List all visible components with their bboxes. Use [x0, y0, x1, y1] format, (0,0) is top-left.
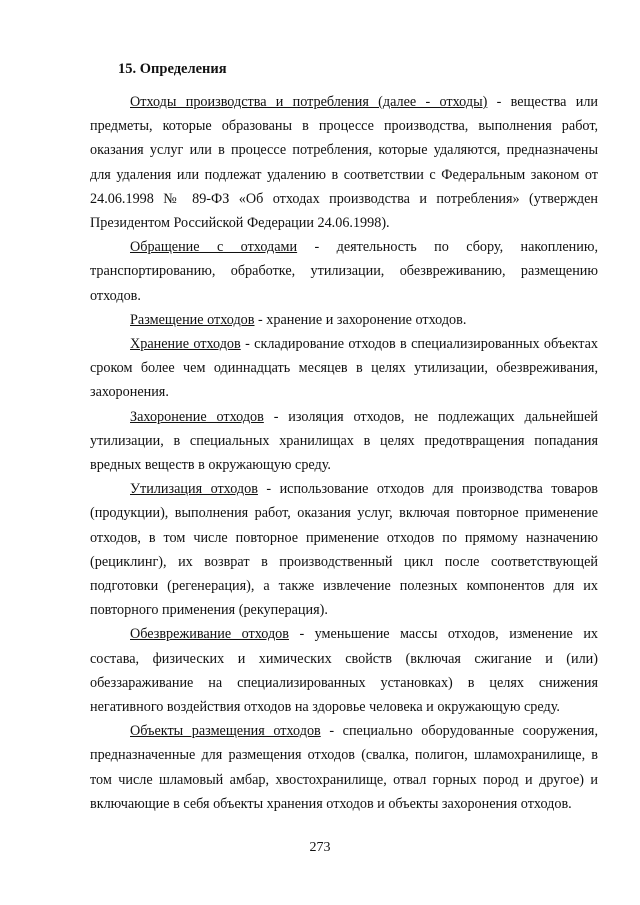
section-heading: 15. Определения	[118, 61, 227, 77]
definition-term: Размещение отходов	[130, 311, 255, 328]
definition-paragraph	[90, 719, 598, 816]
definition-text: - складирование отходов в специализированных объектах сроком более чем одиннадцать месяцев в целях утилизации, обезвреживания, захоронения.	[90, 336, 598, 401]
definition-text: - хранение и захоронение отходов.	[254, 311, 467, 328]
definition-term: Утилизация отходов	[130, 481, 258, 498]
definition-term: Объекты размещения отходов	[130, 723, 321, 740]
definition-paragraph	[90, 235, 598, 308]
definition-text: - уменьшение массы отходов, изменение их состава, физических и химических свойств (включая сжигание и (или) обеззараживание на специализированных установках) в целях снижения негативного воздействия отходов на здоровье человека и окружающую среду.	[90, 626, 599, 716]
document-body	[90, 58, 598, 816]
definition-text: - изоляция отходов, не подлежащих дальнейшей утилизации, в специальных хранилищах в целях предотвращения попадания вредных веществ в окружающую среду.	[90, 408, 598, 474]
definition-paragraph	[90, 90, 598, 235]
definition-paragraph	[90, 308, 598, 332]
definition-term: Захоронение отходов	[130, 408, 264, 425]
definition-paragraph	[90, 332, 598, 405]
definition-text: - вещества или предметы, которые образованы в процессе производства, выполнения работ, оказания услуг или в процессе потребления, которые удаляются, предназначены для удаления или подлежат удалению в соответствии с Федеральным законом от 24.06.1998 № 89-ФЗ «Об отходах производства и потребления» (утвержден Президентом Российской Федерации 24.06.1998).	[90, 94, 598, 232]
definition-paragraph	[90, 477, 598, 622]
definition-paragraph	[90, 622, 598, 719]
definition-term: Хранение отходов	[130, 336, 241, 353]
definition-term: Обращение с отходами	[130, 239, 298, 256]
definition-text: - использование отходов для производства товаров (продукции), выполнения работ, оказания услуг, включая повторное применение отходов, в том числе повторное применение отходов по прямому назначению (рециклинг), их возврат в производственный цикл после соответствующей подготовки (регенерация), а также извлечение полезных компонентов для их повторного применения (рекуперация).	[90, 481, 598, 619]
definition-term: Отходы производства и потребления (далее - отходы)	[130, 94, 488, 110]
page-number: 273	[309, 840, 331, 855]
definition-term: Обезвреживание отходов	[130, 626, 289, 643]
definition-text: - деятельность по сбору, накоплению, транспортированию, обработке, утилизации, обезвреживанию, размещению отходов.	[90, 239, 599, 304]
definition-text: - специально оборудованные сооружения, предназначенные для размещения отходов (свалка, полигон, шламохранилище, в том числе шламовый амбар, хвостохранилище, отвал горных пород и другое) и включающие в себя объекты хранения отходов и объекты захоронения отходов.	[90, 723, 598, 812]
definition-paragraph	[90, 405, 598, 478]
